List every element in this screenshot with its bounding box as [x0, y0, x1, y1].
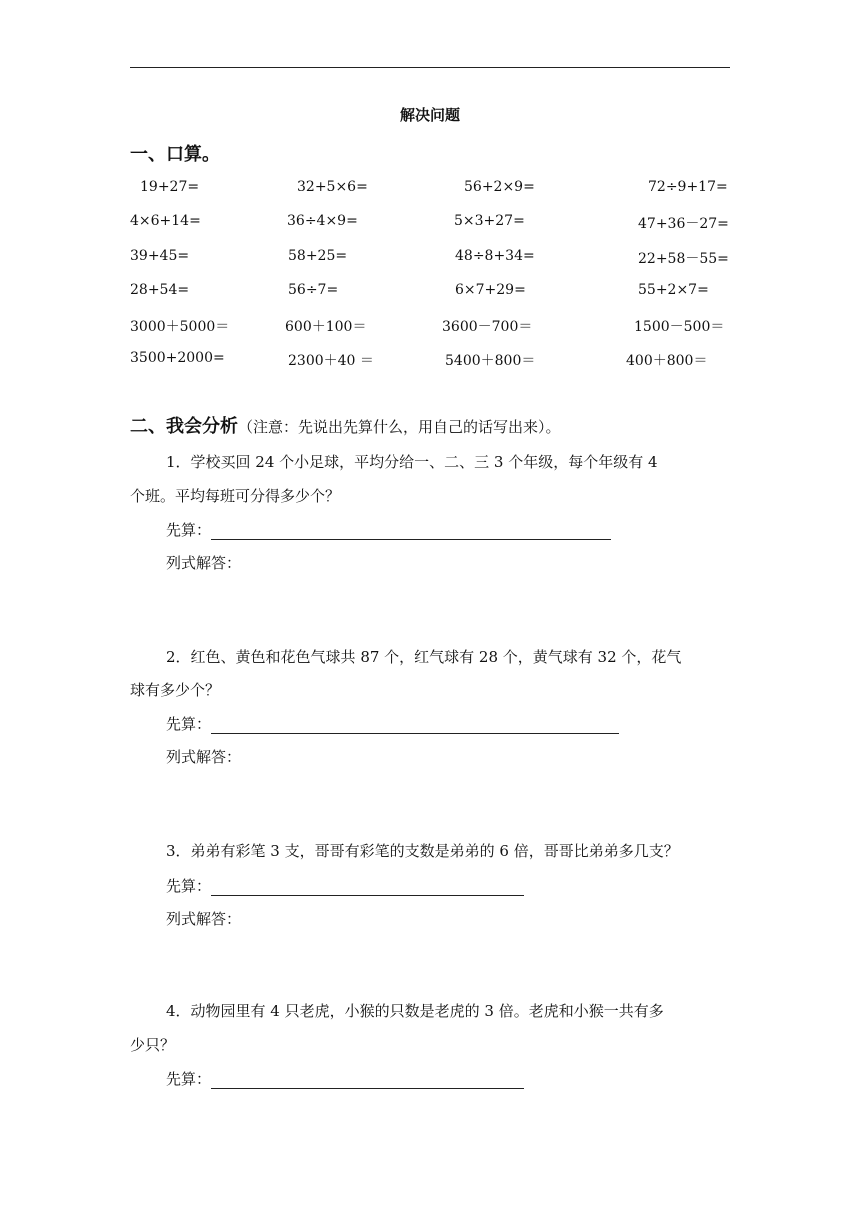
calc-item: 3500+2000=	[130, 350, 225, 366]
section2-note: （注意：先说出先算什么，用自己的话写出来）。	[238, 418, 561, 436]
calc-item: 56÷7=	[288, 282, 339, 298]
first-step-blank[interactable]	[211, 523, 611, 540]
problem-2-answer-label: 列式解答：	[166, 748, 242, 766]
calc-item: 5400＋800＝	[445, 353, 536, 369]
first-step-blank[interactable]	[211, 1072, 524, 1089]
problem-1-line2: 个班。平均每班可分得多少个？	[130, 487, 341, 505]
calc-item: 55+2×7=	[638, 282, 709, 298]
section2-title: 二、我会分析	[130, 416, 238, 437]
problem-2-line2: 球有多少个？	[130, 681, 221, 699]
first-step-blank[interactable]	[211, 717, 619, 734]
calc-item: 400＋800＝	[626, 353, 708, 369]
section1-heading: 一、口算。	[130, 144, 220, 165]
problem-3-first-step	[166, 875, 524, 896]
problem-2-line1: 2．红色、黄色和花色气球共 87 个，红气球有 28 个，黄气球有 32 个，花气	[166, 648, 682, 666]
calc-item: 19+27=	[140, 179, 200, 195]
calc-item: 6×7+29=	[455, 282, 526, 298]
calc-item: 32+5×6=	[297, 179, 368, 195]
calc-item: 28+54=	[130, 282, 190, 298]
problem-4-line1: 4．动物园里有 4 只老虎，小猴的只数是老虎的 3 倍。老虎和小猴一共有多	[166, 1002, 664, 1020]
calc-item: 5×3+27=	[454, 213, 525, 229]
header-rule	[130, 67, 730, 68]
calc-item: 58+25=	[288, 248, 348, 264]
first-step-blank[interactable]	[211, 879, 524, 896]
problem-2-first-step	[166, 713, 619, 734]
page-title: 解决问题	[399, 106, 460, 124]
first-step-label: 先算：	[166, 877, 212, 895]
calc-item: 1500－500＝	[634, 319, 725, 335]
problem-4-first-step	[166, 1068, 524, 1089]
first-step-label: 先算：	[166, 715, 212, 733]
calc-item: 47+36－27=	[638, 216, 729, 232]
calc-item: 600＋100＝	[285, 319, 367, 335]
problem-1-line1: 1．学校买回 24 个小足球，平均分给一、二、三 3 个年级，每个年级有 4	[166, 453, 658, 471]
first-step-label: 先算：	[166, 521, 212, 539]
calc-item: 22+58－55=	[638, 251, 729, 267]
problem-1-answer-label: 列式解答：	[166, 554, 242, 572]
calc-item: 48÷8+34=	[455, 248, 535, 264]
calc-item: 2300＋40 ＝	[288, 353, 374, 369]
problem-1-first-step	[166, 519, 611, 540]
calc-item: 39+45=	[130, 248, 190, 264]
problem-3-line1: 3．弟弟有彩笔 3 支，哥哥有彩笔的支数是弟弟的 6 倍，哥哥比弟弟多几支？	[166, 842, 679, 860]
problem-3-answer-label: 列式解答：	[166, 910, 242, 928]
problem-4-line2: 少只？	[130, 1036, 176, 1054]
first-step-label: 先算：	[166, 1070, 212, 1088]
calc-item: 3600－700＝	[442, 319, 533, 335]
section2-heading	[130, 412, 561, 438]
calc-item: 3000＋5000＝	[130, 319, 230, 335]
calc-item: 72÷9+17=	[648, 179, 728, 195]
calc-item: 36÷4×9=	[287, 213, 358, 229]
calc-item: 56+2×9=	[464, 179, 535, 195]
calc-item: 4×6+14=	[130, 213, 201, 229]
